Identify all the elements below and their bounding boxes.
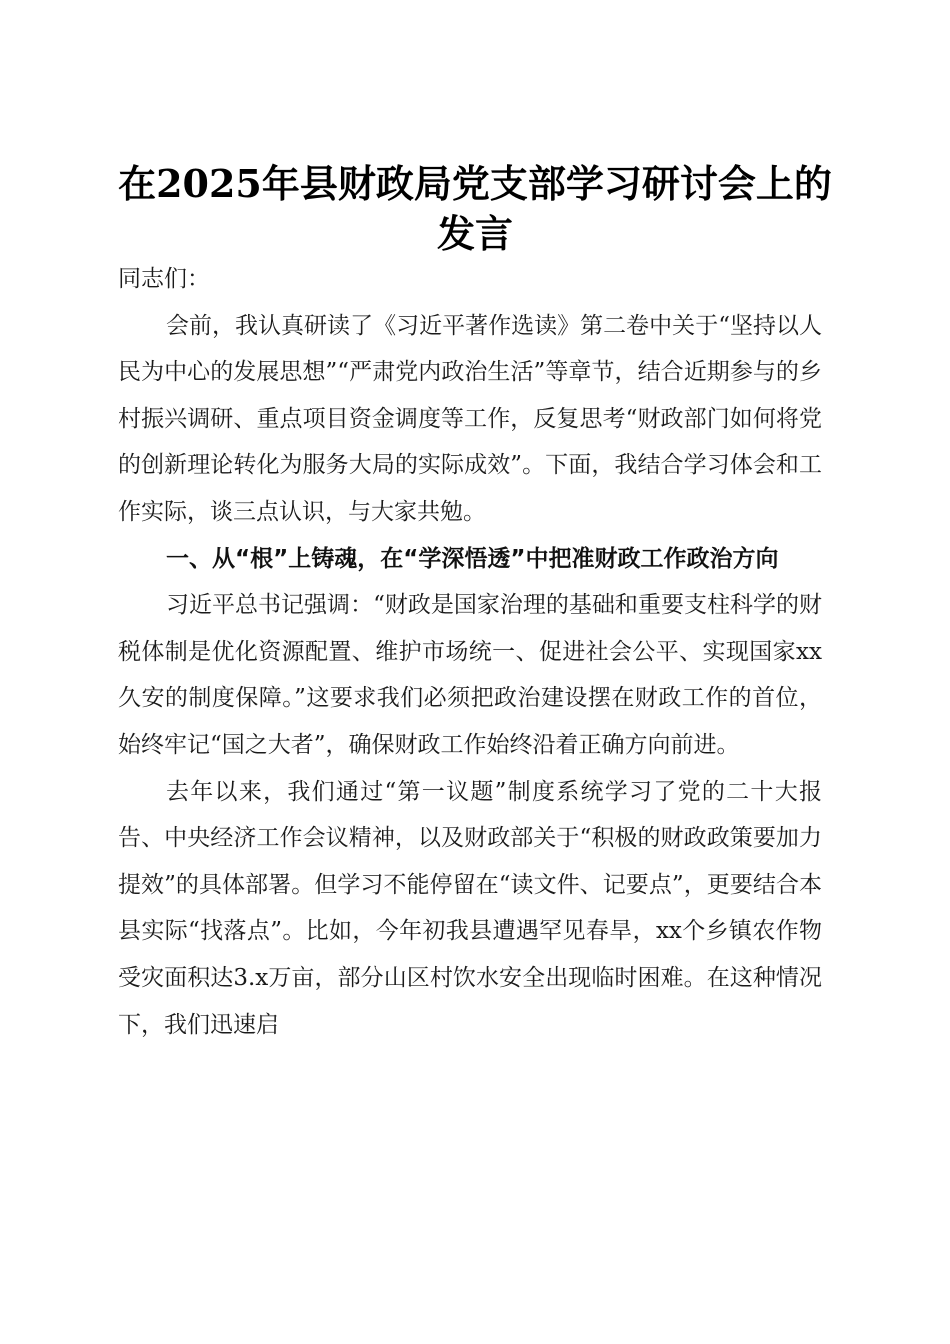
paragraph-intro: 会前，我认真研读了《习近平著作选读》第二卷中关于“坚持以人民为中心的发展思想”“严肃党内政治生活”等章节，结合近期参与的乡村振兴调研、重点项目资金调度等工作，反复思考“财政部门如何将党的创新理论转化为服务大局的实际成效”。下面，我结合学习体会和工作实际，谈三点认识，与大家共勉。 xyxy=(118,312,822,525)
salutation: 同志们： xyxy=(118,266,210,292)
paragraph-quote: 习近平总书记强调：“财政是国家治理的基础和重要支柱科学的财税体制是优化资源配置、维护市场统一、促进社会公平、实现国家xx久安的制度保障。”这要求我们必须把政治建设摆在财政工作的首位，始终牢记“国之大者”，确保财政工作始终沿着正确方向前进。 xyxy=(118,592,822,758)
paragraph-study: 去年以来，我们通过“第一议题”制度系统学习了党的二十大报告、中央经济工作会议精神，以及财政部关于“积极的财政政策要加力提效”的具体部署。但学习不能停留在“读文件、记要点”，更要结合本县实际“找落点”。比如，今年初我县遭遇罕见春旱，xx个乡镇农作物受灾面积达3.x万亩，部分山区村饮水安全出现临时困难。在这种情况下，我们迅速启 xyxy=(118,778,822,1038)
section-heading-1: 一、从“根”上铸魂，在“学深悟透”中把准财政工作政治方向 xyxy=(166,545,779,572)
document-body xyxy=(118,256,822,1048)
document-title: 在2025年县财政局党支部学习研讨会上的发言 xyxy=(118,161,832,257)
